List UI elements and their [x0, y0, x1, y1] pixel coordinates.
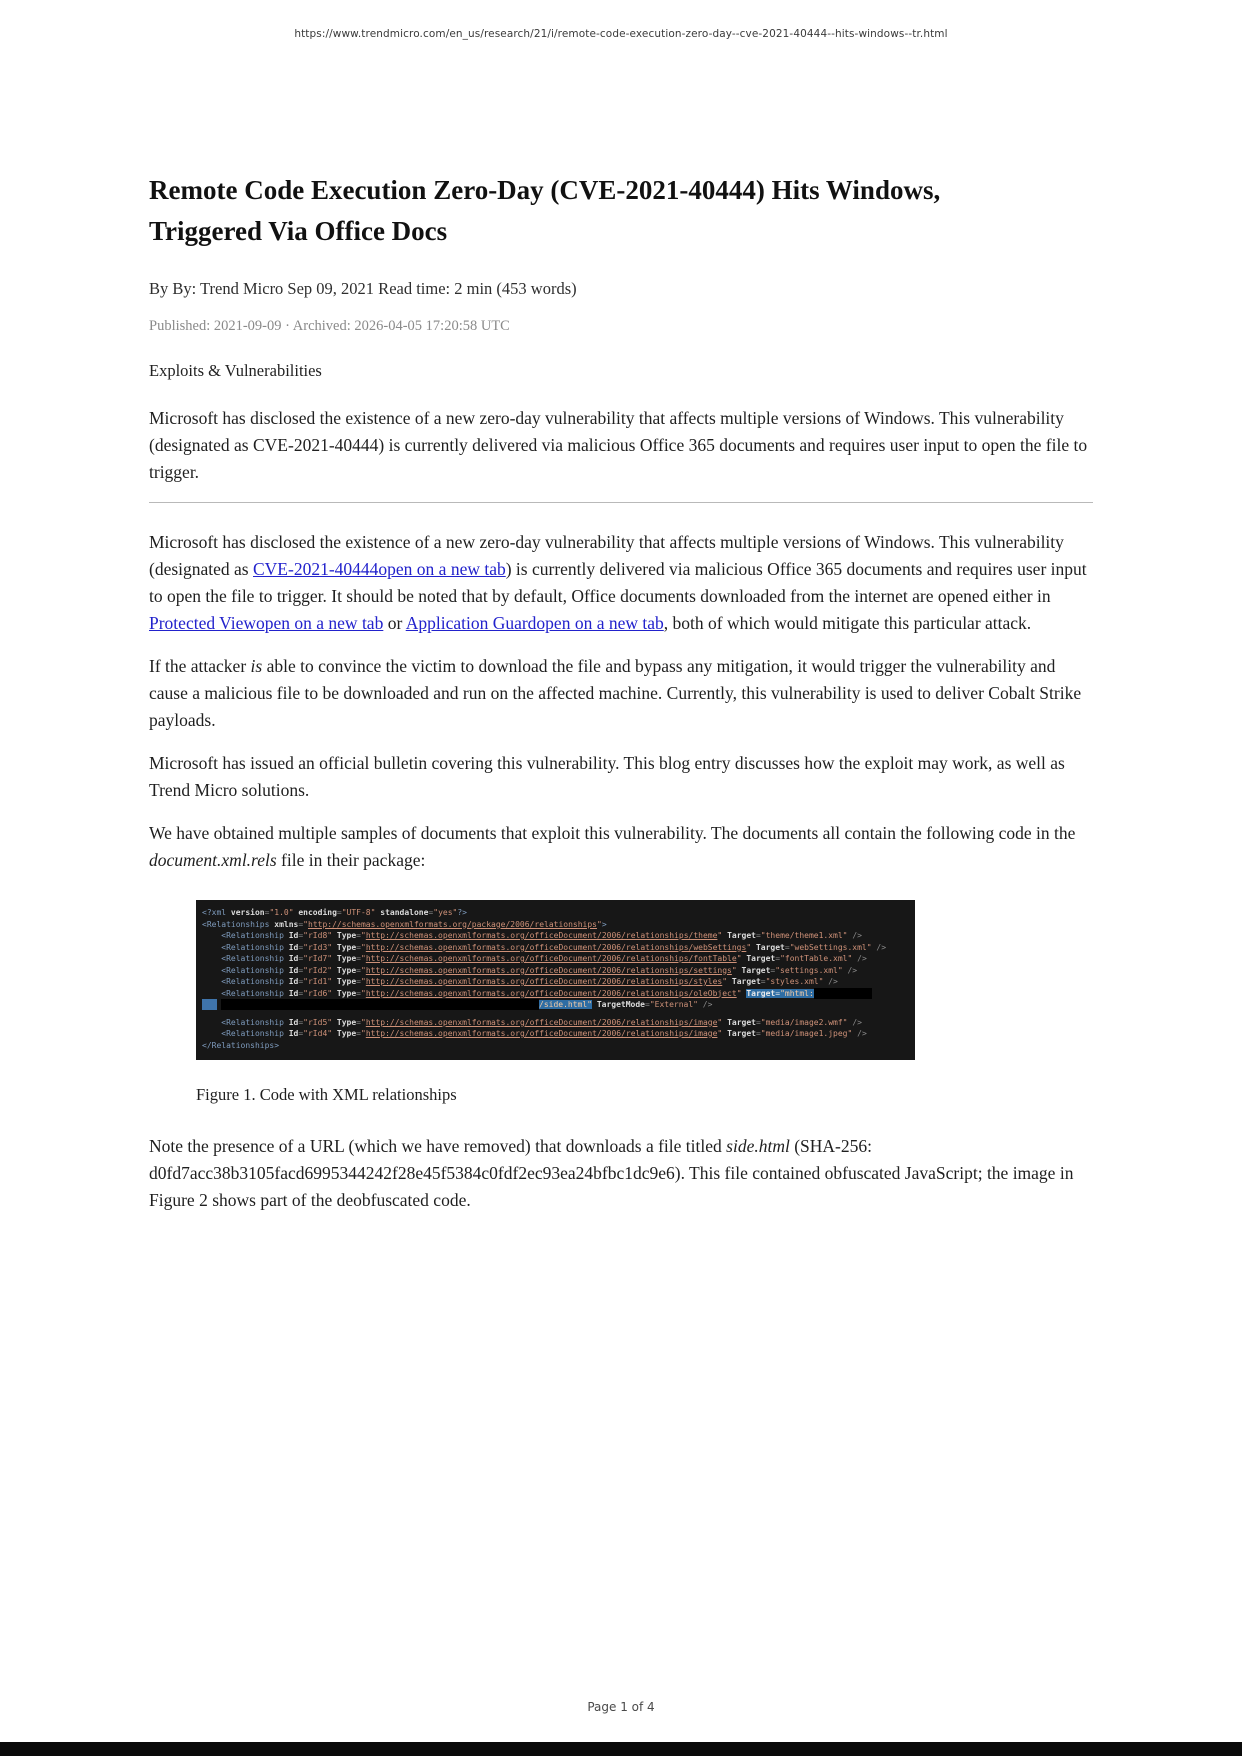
code-text: /side.html" — [539, 1000, 592, 1009]
code-text: /> — [852, 954, 867, 963]
code-text: " — [360, 1017, 366, 1027]
code-text: Target — [746, 954, 776, 963]
text-run: able to convince the victim to download the file and bypass any mitigation, it would trigger the vulnerability and cause a malicious file to be downloaded and run on the affected machine. Currently, this vulnerability is used to deliver Cobalt Strike payloads. — [149, 656, 1082, 730]
code-text: "settings.xml" — [775, 965, 843, 975]
figure-caption: Figure 1. Code with XML relationships — [196, 1085, 457, 1104]
code-line — [202, 907, 909, 919]
published-line: Published: 2021-09-09 · Archived: 2026-04-05 17:20:58 UTC — [149, 318, 510, 334]
code-text: = — [428, 908, 434, 917]
code-text: ?> — [457, 908, 467, 917]
page-title-line1: Remote Code Execution Zero-Day (CVE-2021-40444) Hits Windows, — [149, 175, 941, 205]
code-text: " — [360, 977, 366, 986]
text-run: We have obtained multiple samples of documents that exploit this vulnerability. The documents all contain the following code in the — [149, 823, 1076, 843]
code-text: "rId5" — [303, 1017, 337, 1027]
text-run: Note the presence of a URL (which we have removed) that downloads a file titled — [149, 1136, 727, 1156]
text-run: If the attacker — [149, 656, 251, 676]
code-text: <?xml — [202, 908, 231, 917]
code-link-text: http://schemas.openxmlformats.org/officeDocument/2006/relationships/image — [365, 1029, 718, 1038]
code-text: /> — [842, 965, 858, 975]
code-line — [202, 942, 909, 954]
code-text — [202, 1029, 221, 1038]
code-text: = — [298, 954, 304, 963]
page-title-line2: Triggered Via Office Docs — [149, 216, 448, 246]
code-text: " — [731, 965, 742, 975]
code-line — [202, 1040, 909, 1052]
code-text: = — [784, 942, 790, 952]
code-text: Target — [727, 931, 756, 940]
redaction-box — [221, 999, 539, 1010]
code-text: > — [601, 919, 607, 929]
code-text: TargetMode — [596, 1000, 645, 1009]
code-text: /> — [697, 1000, 713, 1009]
code-text — [202, 977, 221, 986]
code-text: "media/image1.jpeg" — [760, 1029, 853, 1038]
divider — [149, 502, 1093, 503]
code-text — [202, 1018, 221, 1027]
code-text: "fontTable.xml" — [780, 954, 853, 963]
code-text: = — [336, 908, 342, 917]
code-text: = — [356, 1017, 361, 1027]
code-text — [202, 931, 221, 940]
code-text: Id — [288, 1029, 299, 1038]
bottom-bar — [0, 1742, 1242, 1756]
text-run: Microsoft has disclosed the existence of a new zero-day vulnerability that affects multiple versions of Windows. This vulnerability (designated as — [149, 532, 1064, 579]
code-text: Id — [288, 1017, 299, 1027]
selection-marker — [202, 999, 217, 1010]
code-text: " — [736, 988, 747, 998]
code-link-text: http://schemas.openxmlformats.org/officeDocument/2006/relationships/styles — [365, 977, 723, 986]
code-text: "rId2" — [303, 965, 337, 975]
code-text: = — [298, 965, 304, 975]
code-text: Type — [336, 1029, 357, 1038]
code-line — [202, 1028, 909, 1040]
code-text: /> — [823, 977, 838, 986]
code-text: = — [298, 919, 304, 929]
code-text: = — [770, 965, 776, 975]
code-text: Type — [336, 965, 357, 975]
text-run: (SHA-256: d0fd7acc38b3105facd6995344242f28e45f5384c0fdf2ec93ea24bfbc1dc9e6). This file contained obfuscated JavaScript; the image in Figure 2 shows part of the deobfuscated code. — [149, 1136, 1074, 1210]
inline-link[interactable]: CVE-2021-40444open on a new tab — [253, 559, 506, 579]
code-link-text: http://schemas.openxmlformats.org/officeDocument/2006/relationships/oleObject — [365, 988, 737, 998]
page-footer: Page 1 of 4 — [587, 1700, 655, 1714]
code-text: Type — [336, 988, 357, 998]
article — [149, 170, 1093, 1230]
code-text: Type — [336, 942, 357, 952]
code-text: <Relationship — [221, 1017, 289, 1027]
code-line — [202, 1017, 909, 1029]
code-text: = — [775, 954, 781, 963]
code-line — [202, 953, 909, 965]
code-text: " — [360, 1029, 366, 1038]
code-text: "rId6" — [303, 988, 337, 998]
code-text: Id — [288, 942, 299, 952]
code-text: Target — [746, 988, 776, 998]
code-text: Id — [288, 965, 299, 975]
code-text: " — [717, 1029, 728, 1038]
code-text: Type — [336, 931, 357, 940]
code-text: " — [360, 954, 366, 963]
code-text: "styles.xml" — [765, 977, 824, 986]
code-text: " — [360, 988, 366, 998]
print-url-header: https://www.trendmicro.com/en_us/research/21/i/remote-code-execution-zero-day--cve-2021-40444--hits-windows--tr.html — [294, 28, 948, 40]
code-text: " — [596, 919, 602, 929]
code-text: "External" — [649, 1000, 698, 1009]
code-text: = — [356, 988, 361, 998]
code-text: Id — [288, 954, 299, 963]
emphasis-text: is — [250, 656, 263, 676]
code-text: " — [360, 942, 366, 952]
code-text: " — [736, 954, 747, 963]
code-text: = — [298, 1017, 304, 1027]
code-text: = — [356, 965, 361, 975]
code-text: Id — [288, 977, 299, 986]
paragraph-note — [149, 1133, 1093, 1214]
text-run: file in their package: — [276, 850, 426, 870]
code-text: " — [303, 919, 308, 929]
code-text: = — [356, 1029, 361, 1038]
code-text: "1.0" — [269, 908, 299, 917]
code-text — [202, 943, 221, 952]
code-text: Id — [288, 988, 299, 998]
code-link-text: http://schemas.openxmlformats.org/officeDocument/2006/relationships/fontTable — [365, 954, 737, 963]
code-text: encoding — [298, 908, 337, 917]
code-text: "rId7" — [303, 954, 337, 963]
code-line — [202, 930, 909, 942]
code-text: "webSettings.xml" — [789, 942, 872, 952]
code-text: " — [722, 977, 732, 986]
category-label: Exploits & Vulnerabilities — [149, 361, 322, 380]
text-run: or — [383, 613, 406, 633]
code-text: " — [746, 942, 756, 952]
code-link-text: http://schemas.openxmlformats.org/package/2006/relationships — [308, 919, 597, 929]
code-text: = — [298, 1029, 304, 1038]
code-text: <Relationship — [221, 954, 289, 963]
code-text: Id — [288, 931, 299, 940]
text-run: ) is currently delivered via malicious Office 365 documents and requires user input to open the file to trigger. It should be noted that by default, Office documents downloaded from the internet are opened either in — [149, 559, 1087, 606]
code-text: " — [717, 931, 728, 940]
code-text: = — [755, 1029, 761, 1038]
code-text: Type — [336, 954, 357, 963]
code-text — [202, 989, 221, 998]
code-text: = — [644, 1000, 650, 1009]
code-text: " — [717, 1017, 728, 1027]
code-lines — [202, 907, 909, 1051]
code-text: = — [356, 977, 361, 986]
paragraph-attacker — [149, 653, 1093, 734]
code-text: " — [360, 931, 366, 940]
byline: By By: Trend Micro Sep 09, 2021 Read time: 2 min (453 words) — [149, 279, 577, 298]
code-line — [202, 988, 909, 1000]
code-text: = — [755, 1017, 761, 1027]
code-text: standalone — [380, 908, 429, 917]
code-text: "rId8" — [303, 931, 337, 940]
code-text: = — [356, 942, 361, 952]
code-text: "mhtml: — [780, 988, 814, 998]
code-text: Target — [727, 1017, 756, 1027]
code-line — [202, 999, 909, 1011]
page-title — [149, 170, 1093, 252]
code-text: " — [360, 965, 366, 975]
code-text: = — [356, 931, 361, 940]
paragraph-intro: Microsoft has disclosed the existence of a new zero-day vulnerability that affects multiple versions of Windows. This vulnerability (designated as CVE-2021-40444) is currently delivered via malicious Office 365 documents and requires user input to open the file to trigger. — [149, 408, 1088, 482]
code-text — [202, 966, 221, 975]
code-text: <Relationship — [221, 931, 289, 940]
code-link-text: http://schemas.openxmlformats.org/officeDocument/2006/relationships/settings — [365, 965, 732, 975]
code-text: "media/image2.wmf" — [760, 1017, 848, 1027]
inline-link[interactable]: Protected Viewopen on a new tab — [149, 613, 384, 633]
code-text: </Relationships> — [202, 1040, 280, 1050]
code-text: = — [356, 954, 361, 963]
code-text: = — [298, 942, 304, 952]
inline-link[interactable]: Application Guardopen on a new tab — [405, 613, 664, 633]
code-text: Type — [336, 977, 357, 986]
code-text: = — [775, 988, 781, 998]
code-text: Target — [755, 942, 785, 952]
code-text: = — [298, 977, 304, 986]
code-text: "yes" — [433, 908, 458, 917]
code-text: <Relationships — [202, 919, 275, 929]
code-line — [202, 919, 909, 931]
code-text: = — [760, 977, 766, 986]
paragraph-main — [149, 529, 1093, 637]
code-link-text: http://schemas.openxmlformats.org/officeDocument/2006/relationships/image — [365, 1017, 718, 1027]
code-text: Target — [731, 977, 761, 986]
code-text: = — [264, 908, 270, 917]
code-figure — [196, 900, 915, 1060]
code-text: xmlns — [274, 919, 299, 929]
code-text: <Relationship — [221, 977, 289, 986]
emphasis-text: document.xml.rels — [149, 850, 277, 870]
code-text: "rId3" — [303, 942, 337, 952]
paragraph-bulletin: Microsoft has issued an official bulletin covering this vulnerability. This blog entry discusses how the exploit may work, as well as Trend Micro solutions. — [149, 753, 1065, 800]
code-text: = — [298, 931, 304, 940]
code-line — [202, 965, 909, 977]
code-text: "UTF-8" — [341, 908, 381, 917]
code-text: /> — [871, 942, 887, 952]
code-text: Type — [336, 1017, 357, 1027]
code-text: Target — [741, 965, 771, 975]
code-text: "rId4" — [303, 1029, 337, 1038]
paragraph-samples — [149, 820, 1093, 874]
code-text: /> — [852, 1029, 867, 1038]
code-text: /> — [847, 931, 862, 940]
code-text: version — [230, 908, 265, 917]
code-text: "rId1" — [303, 977, 337, 986]
code-text — [202, 954, 221, 963]
code-text: <Relationship — [221, 965, 289, 975]
text-run: , both of which would mitigate this particular attack. — [663, 613, 1032, 633]
code-text: Target — [727, 1029, 756, 1038]
code-link-text: http://schemas.openxmlformats.org/officeDocument/2006/relationships/webSettings — [365, 942, 747, 952]
code-text: /> — [847, 1017, 862, 1027]
code-text: <Relationship — [221, 1029, 289, 1038]
code-text: = — [298, 988, 304, 998]
code-text: <Relationship — [221, 942, 289, 952]
emphasis-text: side.html — [726, 1136, 790, 1156]
code-text: <Relationship — [221, 988, 289, 998]
code-text: = — [755, 931, 761, 940]
code-link-text: http://schemas.openxmlformats.org/officeDocument/2006/relationships/theme — [365, 931, 718, 940]
redaction-box — [814, 988, 872, 999]
code-line — [202, 976, 909, 988]
code-text: "theme/theme1.xml" — [760, 931, 848, 940]
